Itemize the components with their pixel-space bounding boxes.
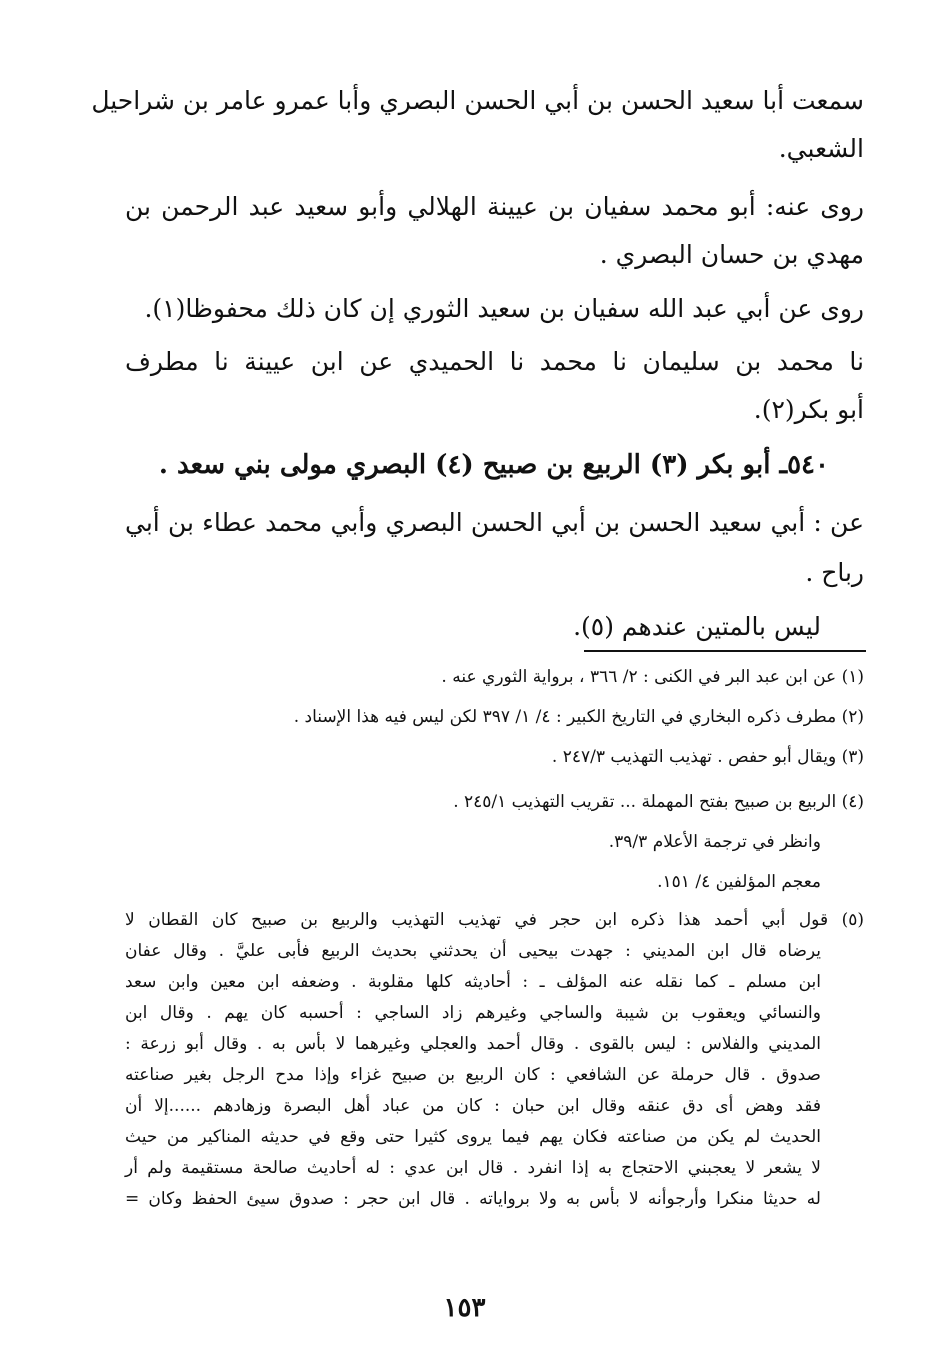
page-number: ١٥٣ [443, 1293, 486, 1323]
body-line: الشعبي. [778, 134, 864, 163]
footnote-5-line: (٥) قول أبي أحمد هذا ذكره ابن حجر في تهذيب التهذيب والربيع بن صبيح كان القطان لا [125, 910, 864, 930]
footnote-5-line: له حديثا منكرا وأرجوأنه لا بأس به ولا برواياته . قال ابن حجر : صدوق سيئ الحفظ وكان = [125, 1189, 821, 1209]
body-line: روى عنه: أبو محمد سفيان بن عيينة الهلالي وأبو سعيد عبد الرحمن بن [125, 192, 864, 221]
body-line: ليس بالمتين عندهم (٥). [573, 612, 821, 641]
body-line: مهدي بن حسان البصري . [599, 240, 864, 269]
footnote-5-line: المديني والفلاس : ليس بالقوى . وقال أحمد والعجلي وغيرهما لا بأس به . وقال أبو زرعة : [125, 1034, 821, 1054]
footnote-5-line: ابن مسلم ـ كما نقله عنه المؤلف ـ : أحاديثه كلها مقلوبة . وضعفه ابن معين وابن سعد [125, 972, 821, 992]
footnote: (٣) ويقال أبو حفص . تهذيب التهذيب ٢٤٧/٣ . [551, 747, 864, 767]
body-line: سمعت أبا سعيد الحسن بن أبي الحسن البصري وأبا عمرو عامر بن شراحيل [91, 86, 864, 115]
body-line: رباح . [805, 558, 864, 587]
footnote: (٤) الربيع بن صبيح بفتح المهملة ... تقريب التهذيب ٢٤٥/١ . [453, 792, 864, 812]
footnote-5-line: يرضاه قال ابن المديني : جهدت بيحيى أن يحدثني بحديث الربيع فأبى عليَّ . وقال عفان [125, 941, 821, 961]
footnote-5-line: الحديث لم يكن من صناعته فكان يهم فيما يروى كثيرا حتى وقع في حديثه المناكير من حيث [125, 1127, 821, 1147]
body-line: عن : أبي سعيد الحسن بن أبي الحسن البصري وأبي محمد عطاء بن أبي [125, 508, 864, 537]
footnote-5-line: والنسائي ويعقوب بن شيبة والساجي وغيرهم زاد الساجي : أحسبه كان يهم . وقال ابن [125, 1003, 821, 1023]
footnote-5-line: فقد وهض أى دق عنقه وقال ابن حبان : كان من عباد أهل البصرة وزهادهم ......إلا أن [125, 1096, 821, 1116]
footnote: (٢) مطرف ذكره البخاري في التاريخ الكبير : ٤/ ١/ ٣٩٧ لكن ليس فيه هذا الإسناد . [293, 707, 864, 727]
body-line: أبو بكر(٢). [753, 395, 864, 424]
footnote-5-line: صدوق . قال حرملة عن الشافعي : كان الربيع بن صبيح غزاء وإذا مدح الرجل بغير صناعته [125, 1065, 821, 1085]
body-line: روى عن أبي عبد الله سفيان بن سعيد الثوري إن كان ذلك محفوظا(١). [144, 294, 864, 323]
footnote: وانظر في ترجمة الأعلام ٣٩/٣. [608, 832, 821, 852]
footnote-separator [584, 650, 866, 652]
footnote: (١) عن ابن عبد البر في الكنى : ٢/ ٣٦٦ ، برواية الثوري عنه . [441, 667, 864, 687]
entry-heading: ٥٤٠ـ أبو بكر (٣) الربيع بن صبيح (٤) البصري مولى بني سعد . [158, 450, 829, 480]
body-line: نا محمد بن سليمان نا محمد نا الحميدي عن ابن عيينة نا مطرف [125, 347, 864, 376]
footnote: معجم المؤلفين ٤/ ١٥١. [657, 872, 821, 892]
footnote-5-line: لا يشعر لا يعجبني الاحتجاج به إذا انفرد . قال ابن عدي : له أحاديث صالحة مستقيمة ولم أر [125, 1158, 821, 1178]
